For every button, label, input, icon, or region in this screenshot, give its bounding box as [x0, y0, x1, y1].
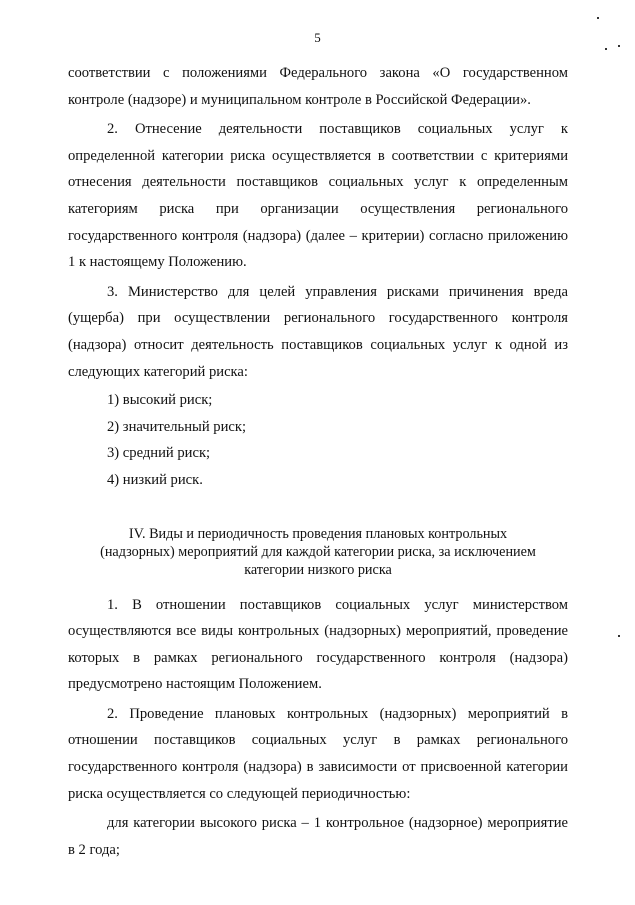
list-item: 1) высокий риск;	[107, 392, 213, 409]
section-paragraph-3: для категории высокого риска – 1 контрольное (надзорное) мероприятие в 2 года;	[68, 815, 568, 858]
risk-category-list	[68, 387, 568, 493]
paragraph-3: 3. Министерство для целей управления рисками причинения вреда (ущерба) при осуществлении регионального государственного контроля (надзора) относит деятельность поставщиков социальных услуг к одной из следующих категорий риска:	[68, 283, 568, 380]
scan-speck	[597, 17, 599, 19]
section-heading-line: категории низкого риска	[244, 561, 392, 578]
section-paragraph-1: 1. В отношении поставщиков социальных услуг министерством осуществляются все виды контрольных (надзорных) мероприятий, проведение которых в рамках регионального государственного контроля (надзора) предусмотрено настоящим Положением.	[68, 596, 568, 693]
scan-speck	[605, 48, 607, 50]
section-heading	[68, 525, 568, 579]
list-item: 3) средний риск;	[107, 445, 211, 462]
page-number: 5	[314, 30, 321, 45]
list-item: 4) низкий риск.	[107, 471, 203, 488]
section-paragraph-2: 2. Проведение плановых контрольных (надзорных) мероприятий в отношении поставщиков социальных услуг в рамках регионального государственного контроля (надзора) в зависимости от присвоенной категории риска осуществляется со следующей периодичностью:	[68, 705, 568, 802]
paragraph-continuation: соответствии с положениями Федерального закона «О государственном контроле (надзоре) и муниципальном контроле в Российской Федерации».	[68, 65, 568, 108]
scan-speck	[618, 635, 620, 637]
scan-speck	[618, 45, 620, 47]
document-body	[68, 60, 568, 863]
section-heading-line: IV. Виды и периодичность проведения плановых контрольных	[128, 525, 508, 542]
list-item: 2) значительный риск;	[107, 418, 247, 435]
section-heading-line: (надзорных) мероприятий для каждой категории риска, за исключением	[100, 543, 536, 560]
paragraph-2: 2. Отнесение деятельности поставщиков социальных услуг к определенной категории риска осуществляется в соответствии с критериями отнесения деятельности поставщиков социальных услуг к определенным категориям риска при организации осуществления регионального государственного контроля (надзора) (далее – критерии) согласно приложению 1 к настоящему Положению.	[68, 121, 568, 271]
